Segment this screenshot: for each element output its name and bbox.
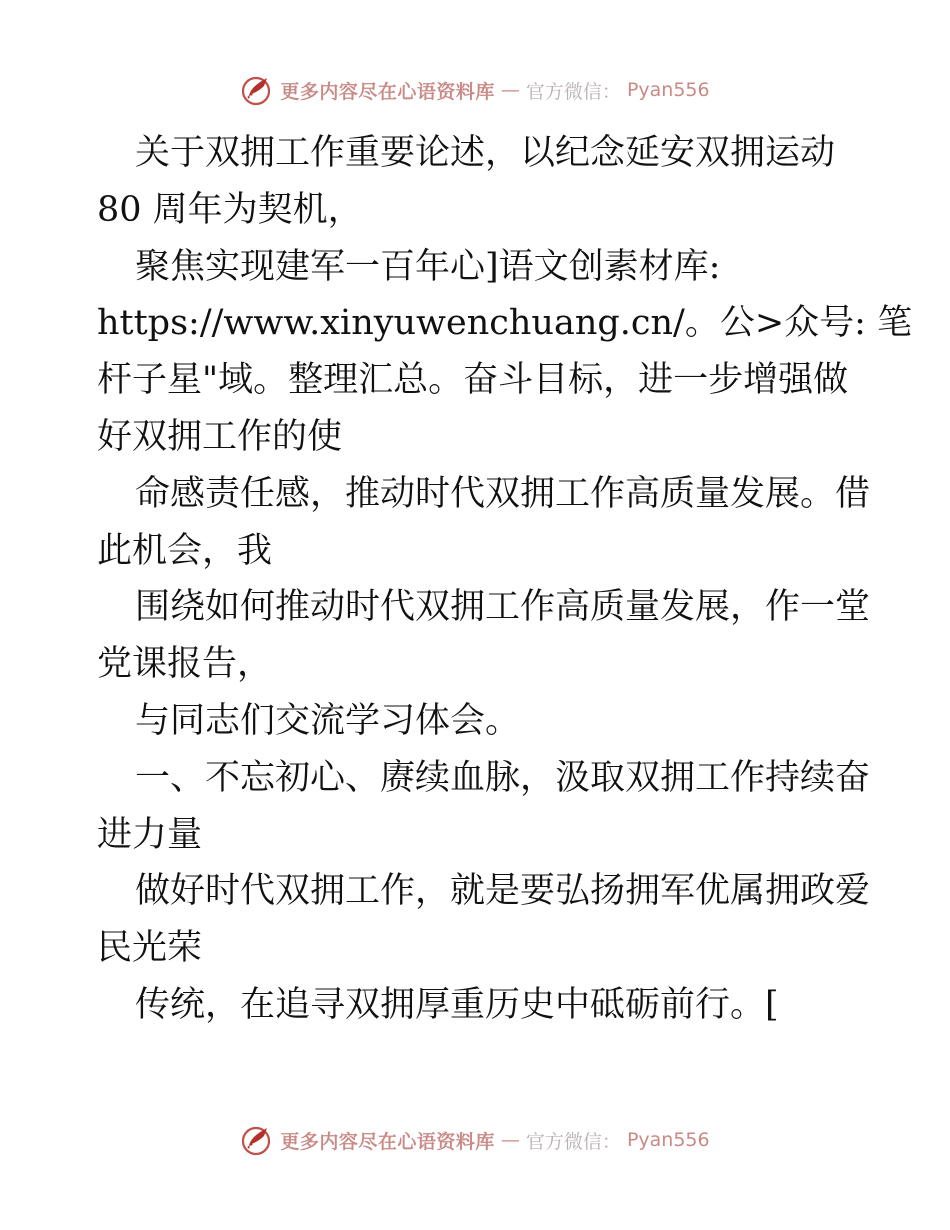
paragraph-line: 围绕如何推动时代双拥工作高质量发展，作一堂 — [135, 587, 871, 628]
banner-wechat-id: Pyan556 — [626, 1129, 710, 1151]
banner-separator: — — [500, 1129, 520, 1151]
paragraph-line: 80 周年为契机， — [97, 189, 363, 230]
banner-wechat-id: Pyan556 — [626, 79, 710, 101]
document-body — [97, 125, 913, 1034]
section-heading-line: 进力量 — [97, 814, 203, 855]
banner-title: 更多内容尽在心语资料库 — [280, 80, 495, 103]
header-banner — [0, 70, 950, 110]
paragraph-line: 杆子星"域。整理汇总。奋斗目标，进一步增强做 — [97, 360, 849, 401]
pen-nib-logo-icon — [240, 1123, 274, 1157]
footer-banner — [0, 1120, 950, 1160]
banner-wechat-label: 官方微信： — [525, 1130, 621, 1153]
paragraph-line: 此机会，我 — [97, 530, 273, 571]
paragraph-line: 做好时代双拥工作，就是要弘扬拥军优属拥政爱 — [135, 871, 871, 912]
paragraph-line: 好双拥工作的使 — [97, 416, 343, 457]
banner-separator: — — [500, 79, 520, 101]
banner-wechat-label: 官方微信： — [525, 80, 621, 103]
banner-title: 更多内容尽在心语资料库 — [280, 1130, 495, 1153]
paragraph-line: 命感责任感，推动时代双拥工作高质量发展。借 — [135, 473, 871, 514]
pen-nib-logo-icon — [240, 73, 274, 107]
paragraph-line: 民光荣 — [97, 928, 203, 969]
paragraph-line: 聚焦实现建军一百年心]语文创素材库: — [135, 246, 721, 287]
paragraph-line: 关于双拥工作重要论述，以纪念延安双拥运动 — [135, 133, 836, 173]
paragraph-line: 与同志们交流学习体会。 — [135, 700, 521, 741]
paragraph-line: 传统，在追寻双拥厚重历史中砥砺前行。[ — [135, 984, 779, 1025]
section-heading-line: 一、不忘初心、赓续血脉，汲取双拥工作持续奋 — [135, 757, 871, 798]
paragraph-line: 党课报告， — [97, 644, 273, 685]
paragraph-line: https://www.xinyuwenchuang.cn/。公>众号: 笔 — [97, 303, 913, 344]
